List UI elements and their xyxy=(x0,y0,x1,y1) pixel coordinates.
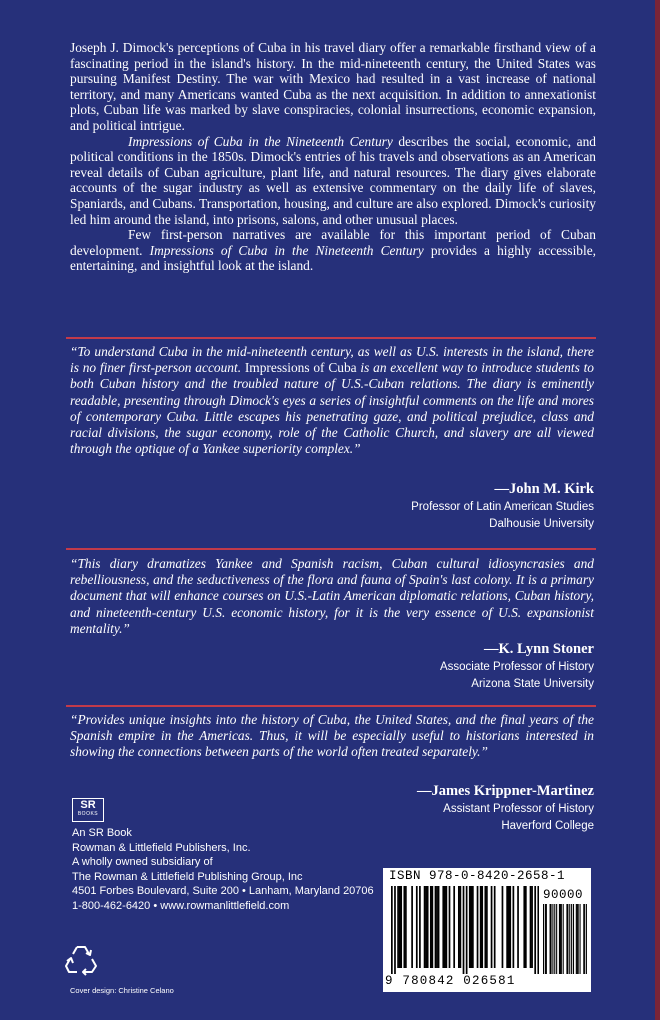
addon-bar xyxy=(573,904,574,974)
barcode-bar xyxy=(394,886,396,974)
barcode-bar xyxy=(491,886,493,968)
barcode-bar xyxy=(486,886,488,968)
addon-bar xyxy=(560,904,561,974)
addon-barcode-bars xyxy=(543,904,587,974)
recycle-icon xyxy=(64,942,98,976)
barcode-bar xyxy=(427,886,429,968)
blurb-quote-2: “This diary dramatizes Yankee and Spanish racism, Cuban cultural idiosyncrasies and rebelliousness, and the seductiveness of the flora and fauna of Spain's last colony. It is a primary document that will enhance courses on U.S.-Latin American diplomatic relations, Cuban history, and nineteenth-century U.S. economic history, for it is the very essence of U.S. expansionist mentality.” xyxy=(70,556,594,636)
barcode-bar xyxy=(523,886,525,968)
publisher-line: The Rowman & Littlefield Publishing Group, Inc xyxy=(72,870,303,883)
attribution-1 xyxy=(411,480,594,533)
barcode-bar xyxy=(460,886,462,968)
barcode-bar xyxy=(509,886,511,968)
addon-bar xyxy=(584,904,585,974)
book-description xyxy=(70,40,596,274)
blurb-quote-3: “Provides unique insights into the history of Cuba, the United States, and the final years of the Spanish empire in the Americas. Thus, it will be especially useful to historians interested in showing the connections between parts of the world often treated separately.” xyxy=(70,712,594,760)
barcode-bar xyxy=(430,886,432,968)
barcode-bar xyxy=(436,886,438,968)
publisher-line: Rowman & Littlefield Publishers, Inc. xyxy=(72,841,251,854)
description-paragraph-2-text: describes the social, economic, and political conditions in the 1850s. Dimock's entries of his travels and observations as an American reveal details of Cuban agriculture, plant life, and natural resources. The diary gives elaborate accounts of the sugar industry as well as extensive commentary on the daily life of slaves, Spaniards, and Cubans. Transportation, housing, and culture are also explored. Dimock's curiosity led him around the island, into prisons, salons, and other unusual places. xyxy=(70,133,596,227)
attribution-name: —K. Lynn Stoner xyxy=(484,641,594,657)
barcode-bar xyxy=(484,886,486,968)
barcode-bar xyxy=(463,886,465,974)
addon-bar xyxy=(580,904,581,974)
logo-main-text: SR xyxy=(80,799,96,811)
divider-rule-1 xyxy=(66,337,596,339)
description-paragraph-3-text: provides a highly accessible, entertaining, and insightful look at the island. xyxy=(70,242,597,274)
barcode-bar xyxy=(506,886,508,968)
addon-bar xyxy=(552,904,553,974)
barcode-bar xyxy=(531,886,533,968)
addon-bar xyxy=(543,904,544,974)
attribution-title: Assistant Professor of History xyxy=(443,803,594,815)
barcode-bar xyxy=(391,886,393,974)
description-paragraph-3-start: Few first-person narratives are available for this important period of Cuban development. xyxy=(70,227,596,258)
barcode-bar xyxy=(411,886,413,968)
price-code-label: 90000 xyxy=(543,888,584,902)
attribution-3 xyxy=(417,782,594,835)
attribution-affiliation: Arizona State University xyxy=(471,678,594,690)
barcode-bar xyxy=(442,886,444,968)
cover-design-credit: Cover design: Christine Celano xyxy=(70,986,174,995)
addon-bar xyxy=(577,904,578,974)
barcode-bar xyxy=(453,886,455,968)
barcode-bar xyxy=(466,886,468,974)
barcode-bar xyxy=(537,886,539,974)
attribution-affiliation: Haverford College xyxy=(501,820,594,832)
book-title-italic-2: Impressions of Cuba in the Nineteenth Century xyxy=(149,242,424,258)
attribution-name: —James Krippner-Martinez xyxy=(416,783,594,799)
barcode-bar xyxy=(424,886,426,968)
barcode-bar xyxy=(481,886,483,968)
barcode-bar xyxy=(425,886,427,968)
attribution-name: —John M. Kirk xyxy=(494,481,594,497)
logo-sub-text: BOOKS xyxy=(77,811,99,817)
attribution-title: Associate Professor of History xyxy=(439,661,594,673)
barcode-bar xyxy=(494,886,496,968)
barcode-bar xyxy=(534,886,536,974)
addon-bar xyxy=(571,904,572,974)
addon-bar xyxy=(561,904,562,974)
ean-barcode-bars xyxy=(391,886,539,974)
barcode-digits: 9 780842 026581 xyxy=(385,974,516,988)
barcode-bar xyxy=(513,886,515,968)
description-paragraph-1: Joseph J. Dimock's perceptions of Cuba in his travel diary offer a remarkable firsthand view of a fascinating period in the island's history. In the mid-nineteenth century, the United States was pursuing Manifest Destiny. The war with Mexico had resulted in a vast increase of national territory, and many Americans wanted Cuba as the next acquisition. In addition to annexationist plots, Cuban life was marked by slave conspiracies, colonial insurrections, economic expansion, and political intrigue. xyxy=(70,40,596,133)
barcode-bar xyxy=(470,886,472,968)
sr-books-logo xyxy=(72,798,104,822)
blurb-1-part-c: is an excellent way to introduce students to both Cuban history and the troubled nature of U.S.-Cuban relations. The diary is eminently readable, presenting through Dimock's eyes a series of insightful comments on the life and mores of contemporary Cuba. Little escapes his penetrating gaze, and political prejudice, class and racial divisions, the sugar economy, role of the Catholic Church, and slavery are all viewed through the optique of a Yankee superiority complex.” xyxy=(70,360,594,457)
blurb-1-title: Impressions of Cuba xyxy=(244,360,357,376)
publisher-line: 4501 Forbes Boulevard, Suite 200 • Lanham, Maryland 20706 xyxy=(72,885,374,897)
addon-bar xyxy=(559,904,560,974)
publisher-line: An SR Book xyxy=(72,827,132,839)
barcode-bar xyxy=(508,886,510,968)
addon-bar xyxy=(546,904,547,974)
publisher-line: 1-800-462-6420 • www.rowmanlittlefield.com xyxy=(72,899,290,912)
barcode-bar xyxy=(403,886,405,968)
barcode-bar xyxy=(405,886,407,968)
book-title-italic: Impressions of Cuba in the Nineteenth Century xyxy=(128,133,393,149)
addon-bar xyxy=(578,904,579,974)
barcode-bar xyxy=(438,886,440,968)
divider-rule-3 xyxy=(66,705,596,707)
isbn-barcode xyxy=(383,868,591,992)
barcode-bar xyxy=(419,886,421,968)
barcode-bar xyxy=(399,886,401,968)
blurb-quote-1 xyxy=(70,344,594,457)
barcode-bar xyxy=(446,886,448,968)
addon-bar xyxy=(545,904,546,974)
barcode-bar xyxy=(416,886,418,968)
attribution-2 xyxy=(440,640,594,693)
barcode-bar xyxy=(472,886,474,968)
barcode-bar xyxy=(444,886,446,968)
publisher-info xyxy=(72,826,392,913)
addon-bar xyxy=(567,904,568,974)
barcode-bar xyxy=(435,886,437,968)
publisher-line: A wholly owned subsidiary of xyxy=(72,856,213,868)
barcode-bar xyxy=(480,886,482,968)
barcode-bar xyxy=(400,886,402,968)
barcode-bar xyxy=(432,886,434,968)
barcode-bar xyxy=(517,886,519,968)
addon-bar xyxy=(556,904,557,974)
isbn-label: ISBN 978-0-8420-2658-1 xyxy=(389,869,566,883)
barcode-bar xyxy=(502,886,504,968)
barcode-bar xyxy=(469,886,471,968)
barcode-bar xyxy=(449,886,451,968)
addon-bar xyxy=(550,904,551,974)
addon-bar xyxy=(566,904,567,974)
addon-bar xyxy=(563,904,564,974)
barcode-bar xyxy=(530,886,532,968)
attribution-title: Professor of Latin American Studies xyxy=(411,501,594,513)
barcode-bar xyxy=(458,886,460,968)
attribution-affiliation: Dalhousie University xyxy=(489,518,594,530)
addon-bar xyxy=(576,904,577,974)
addon-bar xyxy=(583,904,584,974)
spine-edge xyxy=(655,0,660,1020)
addon-bar xyxy=(569,904,570,974)
barcode-bar xyxy=(397,886,399,968)
barcode-bar xyxy=(477,886,479,968)
addon-bar xyxy=(550,904,551,974)
divider-rule-2 xyxy=(66,548,596,550)
barcode-bar xyxy=(525,886,527,968)
blurb-1-part-a: “To understand Cuba in the mid-nineteenth century, as well as U.S. interests in the island, there is no finer first-person account. xyxy=(70,344,594,376)
description-paragraph-2 xyxy=(70,134,596,228)
addon-bar xyxy=(554,904,555,974)
description-paragraph-3 xyxy=(70,227,596,274)
addon-bar xyxy=(586,904,587,974)
